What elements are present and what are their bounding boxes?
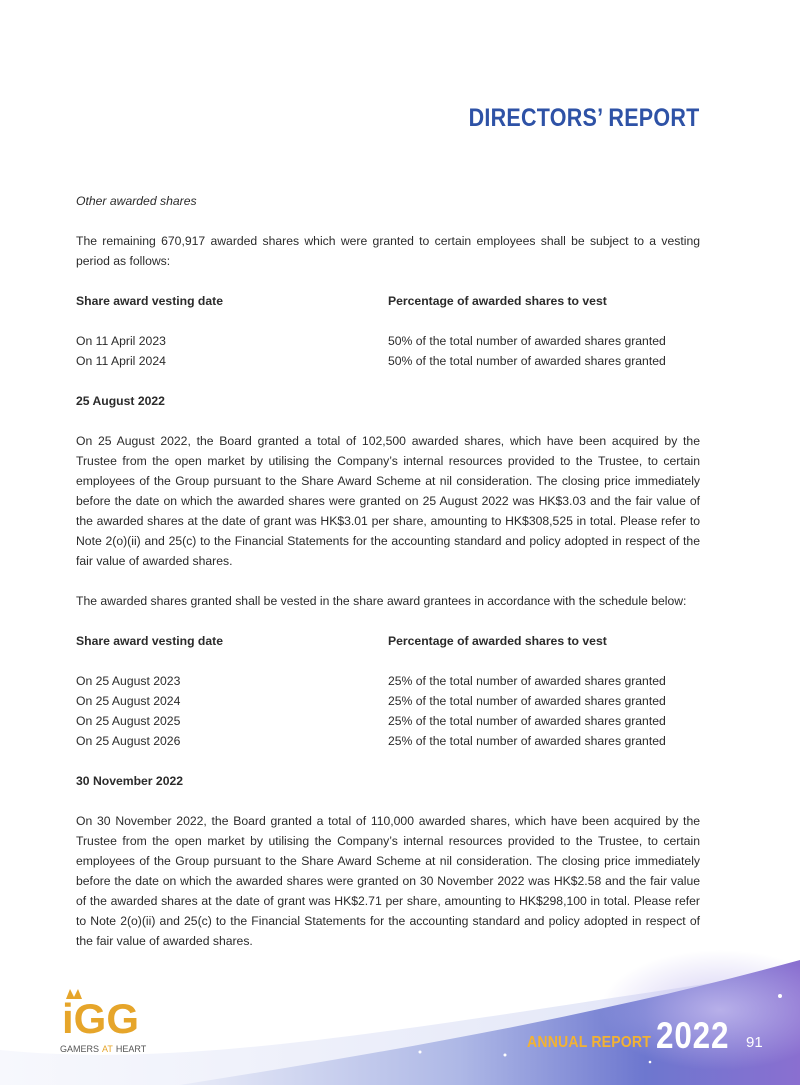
column-header-date: Share award vesting date xyxy=(76,634,223,648)
logo-mark-icon xyxy=(60,985,170,1055)
igg-logo xyxy=(60,985,170,1055)
vesting-date: On 25 August 2026 xyxy=(76,734,181,748)
logo-tagline: GAMERS AT HEART xyxy=(60,1044,147,1054)
vesting-percentage: 50% of the total number of awarded shares granted xyxy=(388,334,666,348)
table-row xyxy=(76,671,700,691)
section-subtitle: Other awarded shares xyxy=(76,194,197,208)
table-row xyxy=(76,331,700,351)
table-row xyxy=(76,691,700,711)
page-number: 91 xyxy=(746,1034,763,1051)
logo-text: iGG xyxy=(62,995,140,1042)
annual-report-label: ANNUAL REPORT xyxy=(527,1034,652,1051)
section-heading-nov: 30 November 2022 xyxy=(76,774,184,788)
vesting-percentage: 25% of the total number of awarded shares granted xyxy=(388,714,666,728)
column-header-date: Share award vesting date xyxy=(76,294,223,308)
nov-paragraph-1: On 30 November 2022, the Board granted a total of 110,000 awarded shares, which have been acquired by the Trustee from the open market by utilising the Company’s internal resources provided to the Trustee, to certain employees of the Group pursuant to the Share Award Scheme at nil consideration. The closing price immediately before the date on which the awarded shares were granted on 30 November 2022 was HK$2.58 and the fair value of the awarded shares at the date of grant was HK$2.71 per share, amounting to HK$298,100 in total. Please refer to Note 2(o)(ii) and 25(c) to the Financial Statements for the accounting standard and policy adopted in respect of the fair value of awarded shares. xyxy=(76,814,700,948)
section-heading-aug: 25 August 2022 xyxy=(76,394,165,408)
vesting-date: On 25 August 2025 xyxy=(76,714,181,728)
report-year: 2022 xyxy=(656,1015,730,1056)
main-content xyxy=(76,191,700,971)
vesting-table-header xyxy=(76,631,700,651)
aug-paragraph-2: The awarded shares granted shall be vested in the share award grantees in accordance with the schedule below: xyxy=(76,594,687,608)
vesting-percentage: 25% of the total number of awarded shares granted xyxy=(388,674,666,688)
vesting-date: On 11 April 2023 xyxy=(76,334,166,348)
column-header-percentage: Percentage of awarded shares to vest xyxy=(388,634,607,648)
vesting-percentage: 25% of the total number of awarded shares granted xyxy=(388,694,666,708)
column-header-percentage: Percentage of awarded shares to vest xyxy=(388,294,607,308)
table-row xyxy=(76,731,700,751)
intro-paragraph: The remaining 670,917 awarded shares which were granted to certain employees shall be subject to a vesting period as follows: xyxy=(76,234,700,268)
vesting-date: On 11 April 2024 xyxy=(76,354,166,368)
table-row xyxy=(76,711,700,731)
vesting-table-august xyxy=(76,671,700,751)
aug-paragraph-1: On 25 August 2022, the Board granted a total of 102,500 awarded shares, which have been acquired by the Trustee from the open market by utilising the Company’s internal resources provided to the Trustee, to certain employees of the Group pursuant to the Share Award Scheme at nil consideration. The closing price immediately before the date on which the awarded shares were granted on 25 August 2022 was HK$3.03 and the fair value of the awarded shares at the date of grant was HK$3.01 per share, amounting to HK$308,525 in total. Please refer to Note 2(o)(ii) and 25(c) to the Financial Statements for the accounting standard and policy adopted in respect of the fair value of awarded shares. xyxy=(76,434,700,568)
vesting-table-header xyxy=(76,291,700,311)
vesting-percentage: 25% of the total number of awarded shares granted xyxy=(388,734,666,748)
vesting-table-april xyxy=(76,331,700,371)
vesting-date: On 25 August 2023 xyxy=(76,674,181,688)
vesting-date: On 25 August 2024 xyxy=(76,694,181,708)
vesting-percentage: 50% of the total number of awarded shares granted xyxy=(388,354,666,368)
table-row xyxy=(76,351,700,371)
page-title: DIRECTORS’ REPORT xyxy=(469,104,700,132)
